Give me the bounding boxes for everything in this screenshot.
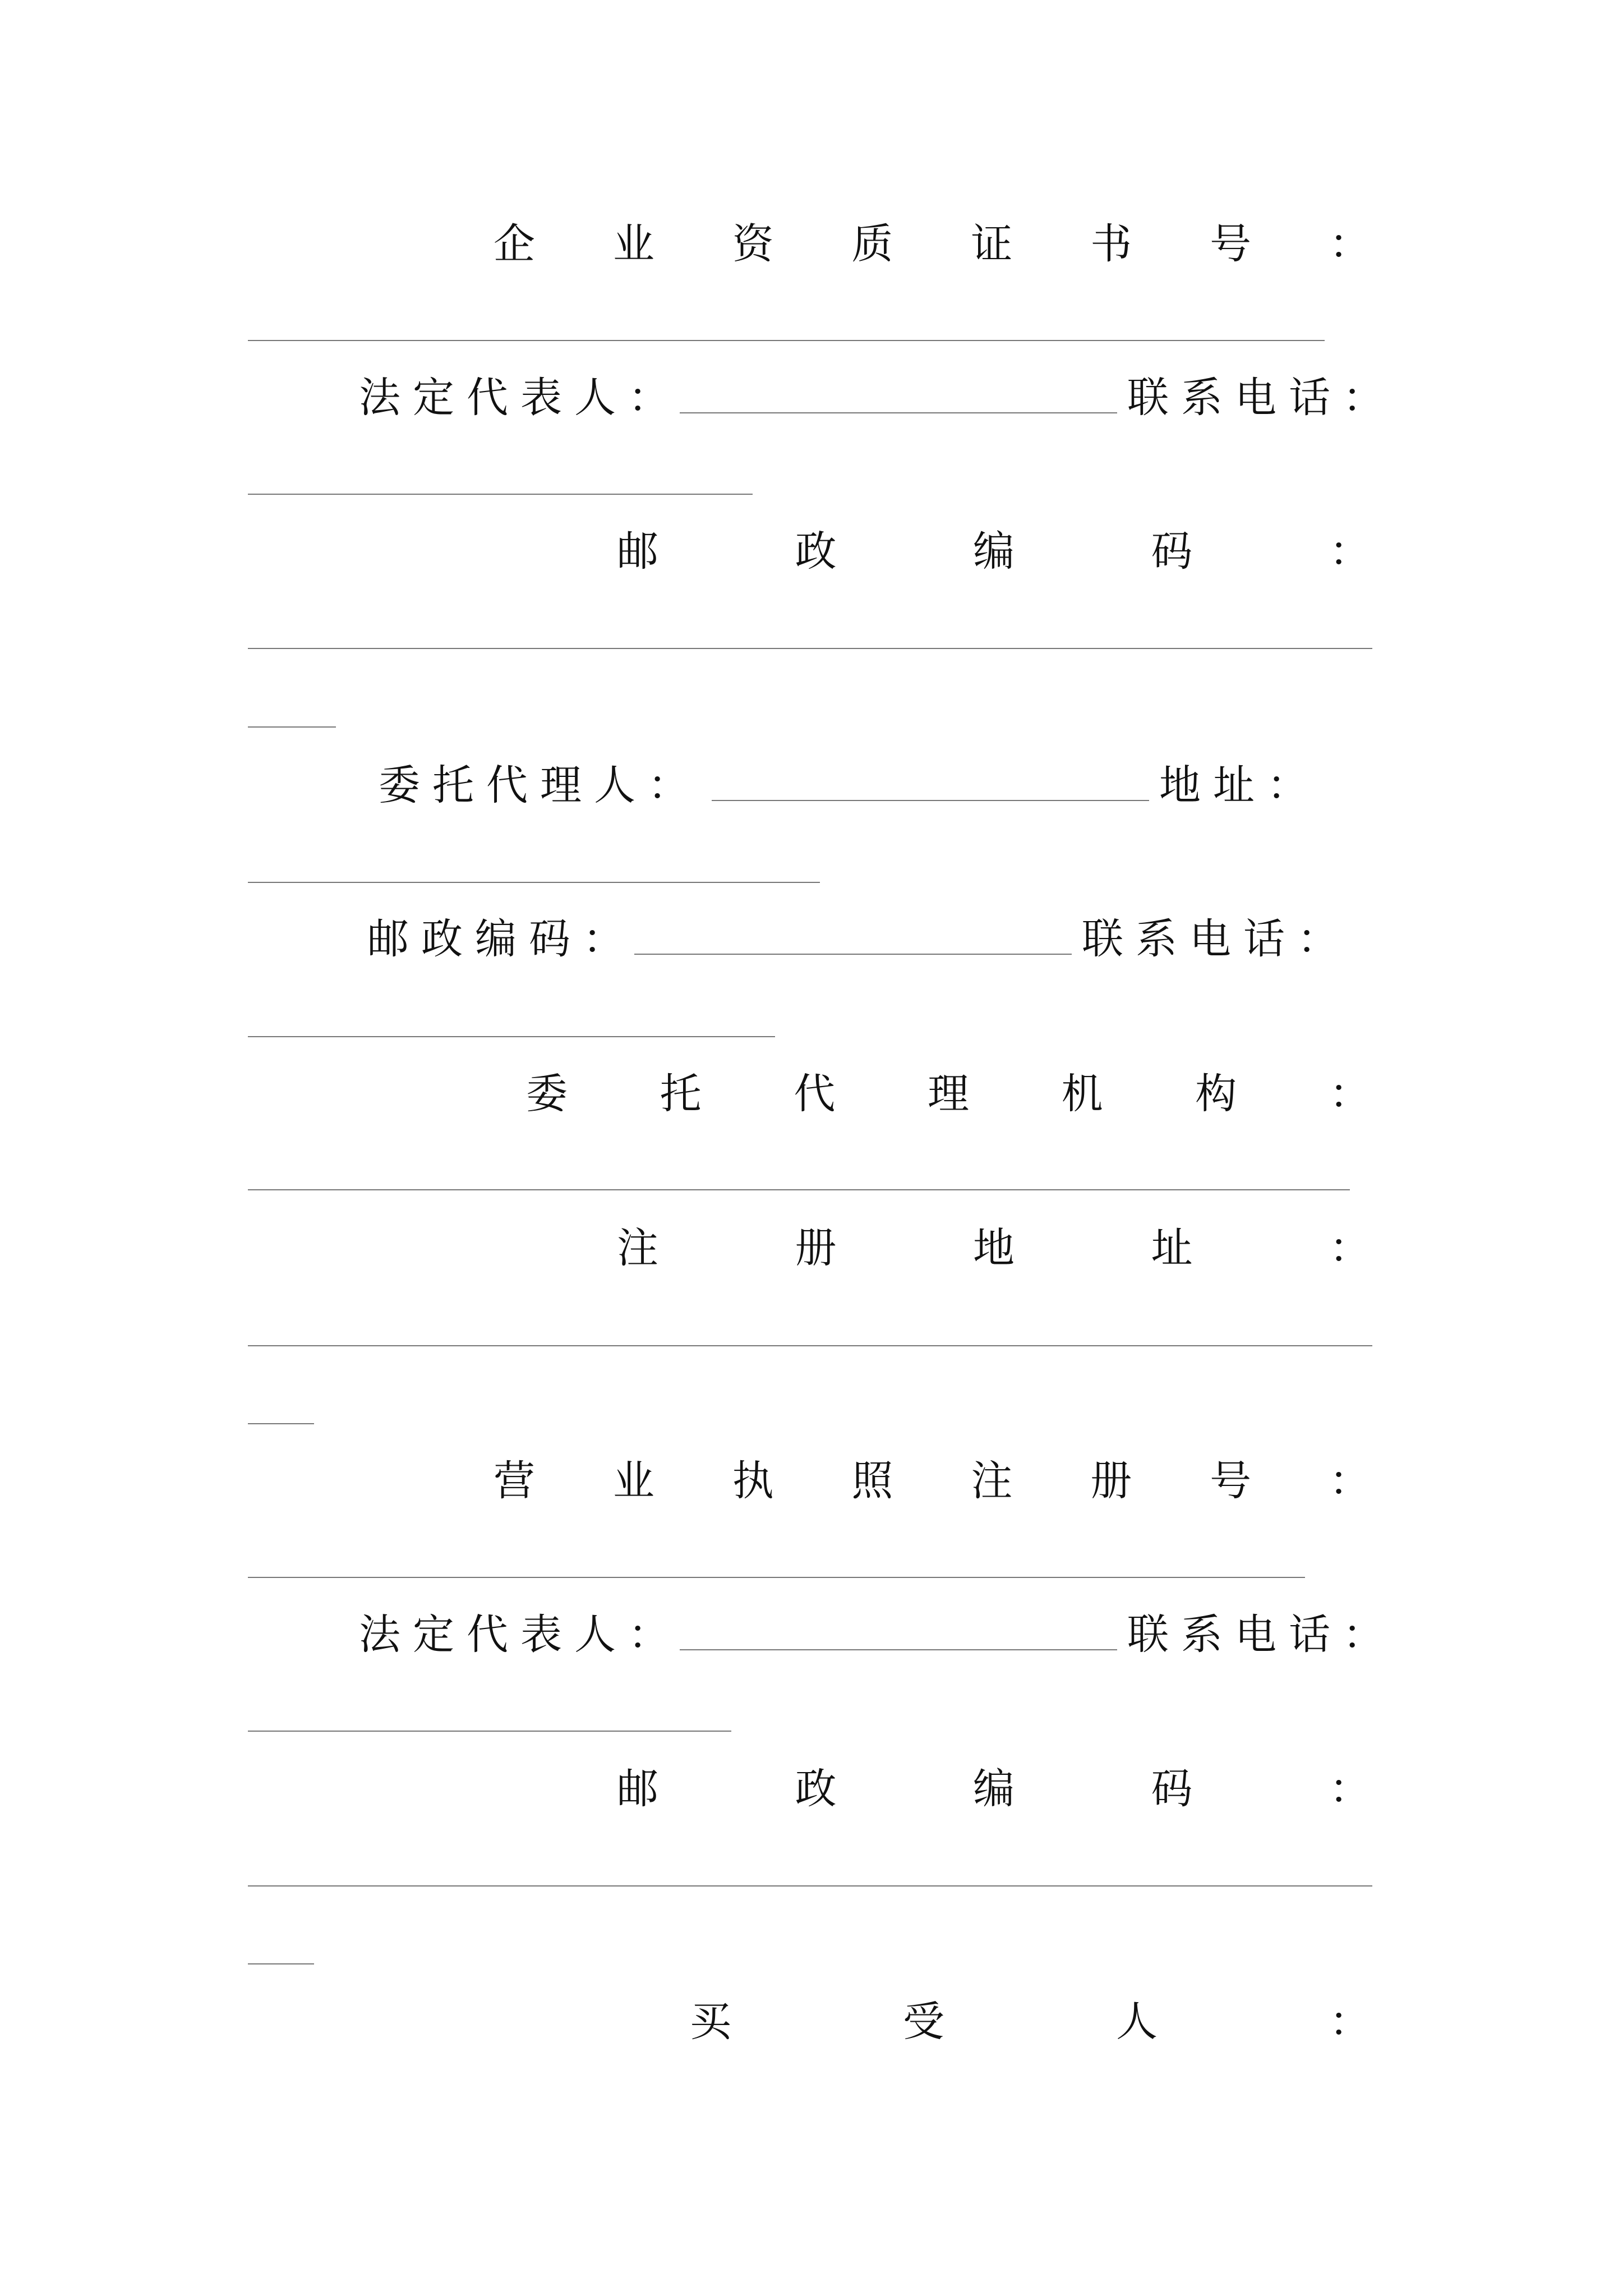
postcode-blank[interactable] [634, 923, 1072, 955]
postcode-blank[interactable] [248, 648, 1372, 649]
label-char: 编 [973, 527, 1015, 576]
colon: ： [1297, 915, 1339, 963]
label-char: 注 [617, 1224, 658, 1272]
label-char: 注 [971, 1457, 1013, 1505]
reg-address-label [617, 1224, 1371, 1272]
postcode-blank-continuation[interactable] [248, 1963, 314, 1964]
postcode-label [617, 527, 1371, 576]
legal-rep-blank[interactable] [680, 1619, 1117, 1650]
phone-blank[interactable] [248, 494, 753, 495]
agent-person-blank[interactable] [712, 770, 1149, 801]
label-char: 托 [660, 1070, 702, 1118]
postcode-label [617, 1765, 1371, 1813]
license-number-blank[interactable] [248, 1577, 1305, 1578]
label-char: 证 [971, 220, 1013, 268]
phone-label: 联系电话 [1082, 915, 1297, 963]
address-blank[interactable] [248, 882, 820, 883]
label-char: 政 [795, 1765, 837, 1813]
phone-blank[interactable] [248, 1731, 731, 1732]
label-char: 资 [732, 220, 774, 268]
label-char: 书 [1090, 220, 1132, 268]
label-char: 址 [1151, 1224, 1193, 1272]
label-char: 照 [851, 1457, 893, 1505]
cert-number-label [494, 220, 1371, 268]
colon: ： [1329, 527, 1371, 576]
label-char: 邮 [617, 1765, 658, 1813]
label-char: 理 [927, 1070, 969, 1118]
colon: ： [1329, 1998, 1371, 2046]
label-char: 业 [612, 220, 654, 268]
buyer-label [690, 1998, 1371, 2046]
reg-address-blank[interactable] [248, 1345, 1372, 1346]
postcode-blank[interactable] [248, 1885, 1372, 1887]
colon: ： [1267, 761, 1308, 809]
postcode-phone-row [367, 915, 1371, 963]
agent-person-row [379, 761, 1371, 809]
label-char: 编 [973, 1765, 1015, 1813]
agent-org-label [526, 1070, 1371, 1118]
label-char: 政 [795, 527, 837, 576]
colon: ： [628, 374, 670, 422]
colon: ： [1329, 1070, 1371, 1118]
label-char: 受 [903, 1998, 944, 2046]
label-char: 地 [973, 1224, 1015, 1272]
label-char: 邮 [617, 527, 658, 576]
legal-rep-row [359, 1611, 1384, 1659]
agent-person-label: 委托代理人 [379, 761, 648, 809]
license-number-label [494, 1457, 1371, 1505]
legal-rep-row [359, 374, 1384, 422]
label-char: 买 [690, 1998, 731, 2046]
label-char: 企 [494, 220, 535, 268]
agent-org-blank[interactable] [248, 1189, 1350, 1190]
label-char: 册 [1090, 1457, 1132, 1505]
cert-number-blank[interactable] [248, 340, 1325, 341]
label-char: 号 [1210, 1457, 1252, 1505]
address-label: 地址 [1159, 761, 1267, 809]
label-char: 营 [494, 1457, 535, 1505]
label-char: 代 [794, 1070, 836, 1118]
colon: ： [1329, 1224, 1371, 1272]
postcode-blank-continuation[interactable] [248, 726, 336, 728]
reg-address-blank-continuation[interactable] [248, 1423, 314, 1424]
label-char: 构 [1195, 1070, 1237, 1118]
label-char: 委 [526, 1070, 568, 1118]
colon: ： [583, 915, 624, 963]
label-char: 业 [612, 1457, 654, 1505]
label-char: 码 [1151, 527, 1193, 576]
label-char: 号 [1210, 220, 1252, 268]
colon: ： [1329, 1457, 1371, 1505]
legal-rep-blank[interactable] [680, 382, 1117, 413]
colon: ： [648, 761, 689, 809]
colon: ： [1343, 1611, 1384, 1659]
postcode-label: 邮政编码 [367, 915, 583, 963]
legal-rep-label: 法定代表人 [359, 1611, 628, 1659]
legal-rep-label: 法定代表人 [359, 374, 628, 422]
label-char: 质 [851, 220, 893, 268]
label-char: 人 [1116, 1998, 1158, 2046]
label-char: 机 [1061, 1070, 1103, 1118]
phone-blank[interactable] [248, 1036, 775, 1037]
label-char: 执 [732, 1457, 774, 1505]
label-char: 册 [795, 1224, 837, 1272]
colon: ： [1329, 220, 1371, 268]
phone-label: 联系电话 [1127, 1611, 1343, 1659]
colon: ： [1343, 374, 1384, 422]
phone-label: 联系电话 [1127, 374, 1343, 422]
colon: ： [628, 1611, 670, 1659]
label-char: 码 [1151, 1765, 1193, 1813]
colon: ： [1329, 1765, 1371, 1813]
